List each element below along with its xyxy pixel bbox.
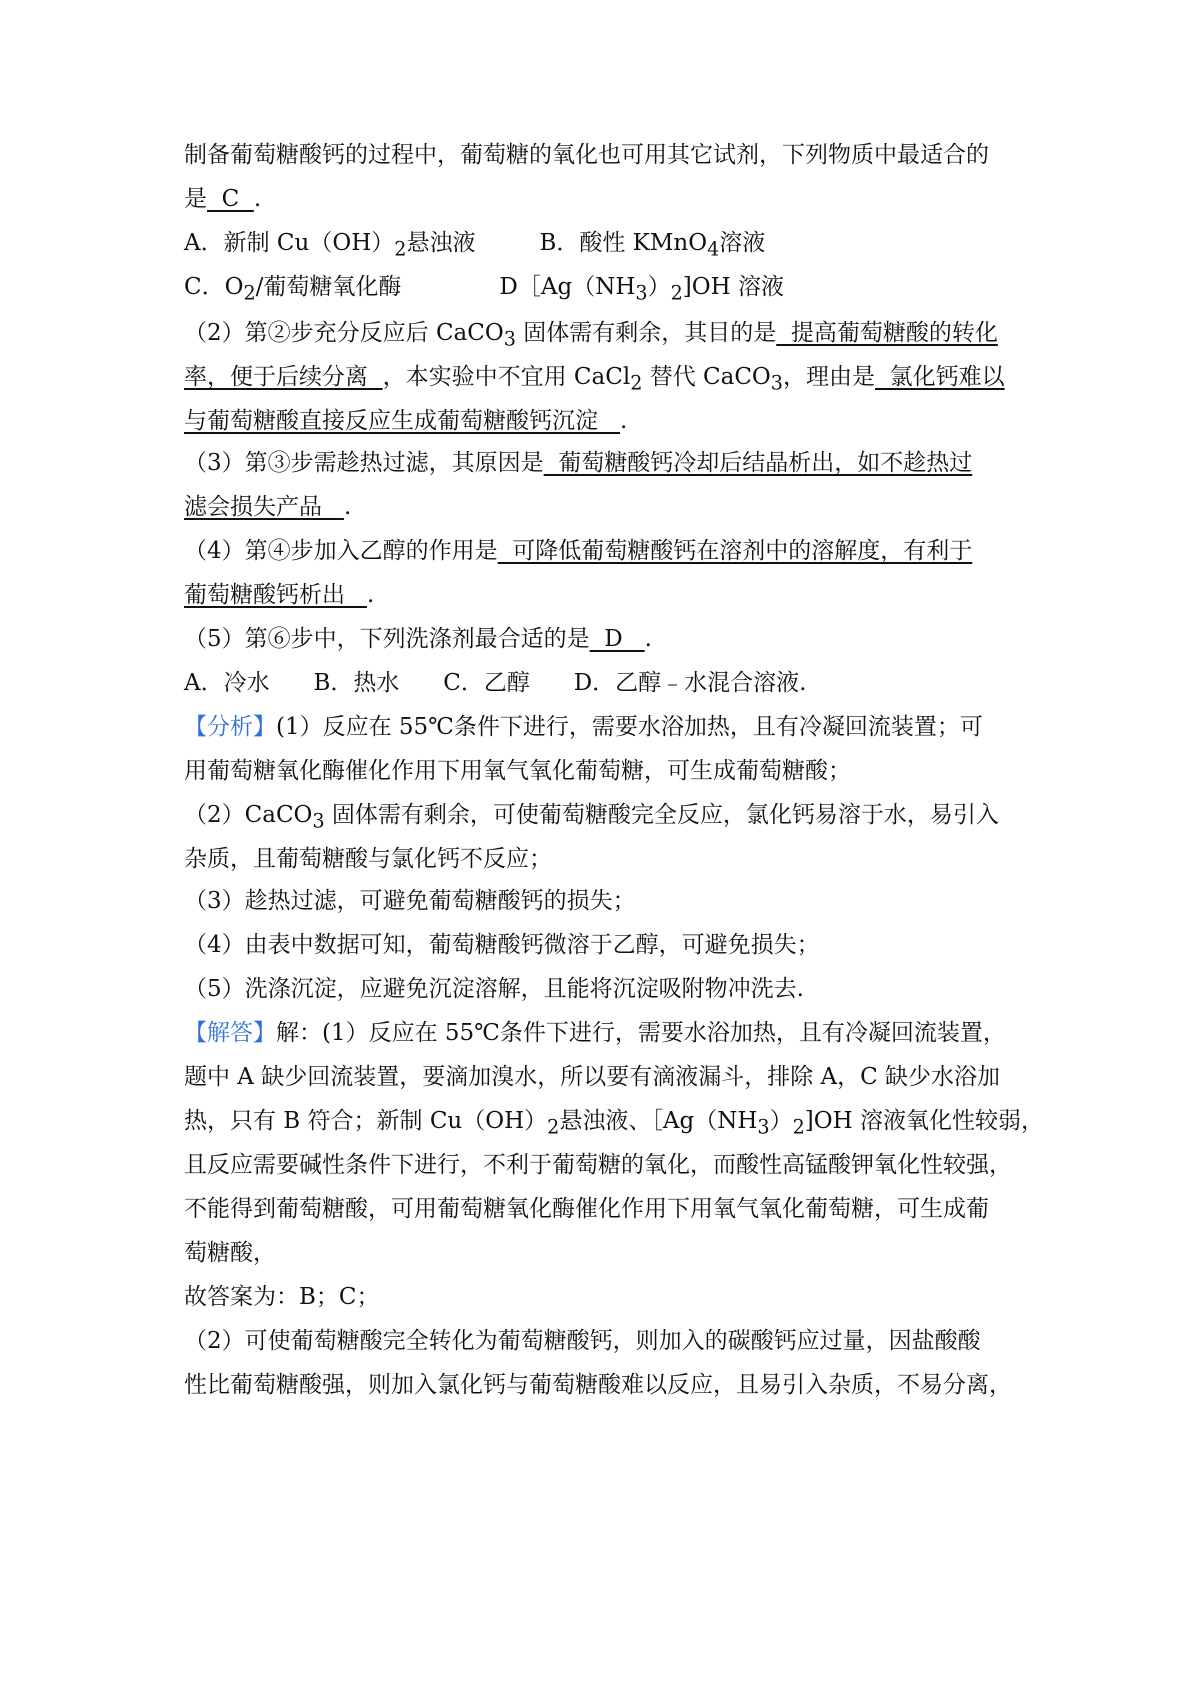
q4-answer-cont: 葡萄糖酸钙析出 [184,582,367,608]
analysis-1-cont: 用葡萄糖氧化酶催化作用下用氧气氧化葡萄糖，可生成葡萄糖酸； [184,758,851,784]
solution-line-2 [184,1062,1034,1092]
solution-line-8 [184,1326,1034,1356]
solution-line-5 [184,1194,1034,1224]
q4-answer: 可降低葡萄糖酸钙在溶剂中的溶解度，有利于 [497,538,973,564]
options-cd-line [184,272,1034,309]
solution-2: 题中 A 缺少回流装置，要滴加溴水，所以要有滴液漏斗，排除 A，C 缺少水浴加 [184,1064,1001,1090]
solution-3-c: ） [769,1108,793,1134]
q2-answer-2-cont: 与葡萄糖酸直接反应生成葡萄糖酸钙沉淀 [184,408,620,434]
analysis-line-1 [184,712,1034,742]
solution-line-9 [184,1370,1034,1400]
q2-text-d: 替代 CaCO [642,364,771,390]
solution-7: 故答案为：B；C； [184,1284,380,1310]
q3-answer-cont: 滤会损失产品 [184,494,344,520]
q3-answer: 葡萄糖酸钙冷却后结晶析出，如不趁热过 [543,450,973,476]
option-d-sub-1: 3 [635,281,648,305]
option-c-sub: 2 [243,281,256,305]
option-d: D［Ag（NH [499,274,636,300]
analysis-2-b: 固体需有剩余，可使葡萄糖酸完全反应，氯化钙易溶于水，易引入 [324,802,999,828]
solution-3: 热，只有 B 符合；新制 Cu（OH） [184,1108,548,1134]
q1-answer: C [207,186,254,212]
option-d-sub-2: 2 [670,281,683,305]
q3-end: . [343,494,352,520]
solution-3-sub-1: 2 [547,1115,560,1139]
q2-text-e: ，理由是 [783,364,875,390]
q4-text: （4）第④步加入乙醇的作用是 [184,538,498,564]
analysis-line-5 [184,886,1034,916]
solution-5: 不能得到葡萄糖酸，可用葡萄糖氧化酶催化作用下用氧气氧化葡萄糖，可生成葡 [184,1196,989,1222]
analysis-4: （4）由表中数据可知，葡萄糖酸钙微溶于乙醇，可避免损失； [184,932,820,958]
analysis-1: (1）反应在 55℃条件下进行，需要水浴加热，且有冷凝回流装置；可 [276,714,983,740]
answer-tag: 【解答】 [184,1020,276,1046]
option-a-end: 悬浊液 [406,230,476,256]
option-b: B．酸性 KMnO [539,230,708,256]
q5-end: . [644,626,652,652]
q2-line-1 [184,318,1034,355]
options-ab-line [184,228,1034,265]
solution-line-1 [184,1018,1034,1048]
solution-6: 萄糖酸， [184,1240,276,1266]
solution-line-4 [184,1150,1034,1180]
q2-line-2 [184,362,1034,399]
option-d-mid: ） [647,274,671,300]
q2-answer-1: 提高葡萄糖酸的转化 [776,320,998,346]
analysis-line-3 [184,800,1034,837]
analysis-line-2 [184,756,1034,786]
q2-sub-3: 3 [770,371,783,395]
q4-line-1 [184,536,1034,566]
q1-line-1 [184,140,1034,170]
q2-sub-2: 2 [630,371,643,395]
analysis-line-7 [184,974,1034,1004]
solution-3-sub-2: 3 [757,1115,770,1139]
q2-sub: 3 [503,327,516,351]
q2-line-3 [184,406,1034,436]
q5-line [184,624,1034,654]
q2-text-b: 固体需有剩余，其目的是 [515,320,777,346]
q3-text: （3）第③步需趁热过滤，其原因是 [184,450,544,476]
q5-text: （5）第⑥步中，下列洗涤剂最合适的是 [184,626,590,652]
solution-line-6 [184,1238,1034,1268]
analysis-tag: 【分析】 [184,714,276,740]
q5-options-text: A．冷水 B．热水 C．乙醇 D．乙醇﹣水混合溶液. [184,670,807,696]
q4-end: . [366,582,375,608]
q5-answer: D [589,626,645,652]
q1-line-2 [184,184,1034,214]
q2-text: （2）第②步充分反应后 CaCO [184,320,504,346]
solution-3-d: ]OH 溶液氧化性较弱， [804,1108,1044,1134]
q3-line-2 [184,492,1034,522]
option-b-end: 溶液 [719,230,766,256]
analysis-2-sub: 3 [312,809,325,833]
option-d-end: ]OH 溶液 [682,274,784,300]
q2-end: . [619,408,628,434]
analysis-5: （5）洗涤沉淀，应避免沉淀溶解，且能将沉淀吸附物冲洗去. [184,976,804,1002]
solution-line-7 [184,1282,1034,1312]
option-a: A．新制 Cu（OH） [184,230,395,256]
q2-answer-2: 氯化钙难以 [875,364,1005,390]
analysis-line-4 [184,844,1034,874]
q3-line-1 [184,448,1034,478]
solution-4: 且反应需要碱性条件下进行，不利于葡萄糖的氧化，而酸性高锰酸钾氧化性较强， [184,1152,1012,1178]
analysis-3: （3）趁热过滤，可避免葡萄糖酸钙的损失； [184,888,636,914]
analysis-line-6 [184,930,1034,960]
q1-end: . [253,186,262,212]
option-a-sub: 2 [394,237,407,261]
q2-text-c: ，本实验中不宜用 CaCl [382,364,631,390]
q4-line-2 [184,580,1034,610]
q5-options [184,668,1034,698]
q2-answer-1-cont: 率，便于后续分离 [184,364,383,390]
solution-3-b: 悬浊液、［Ag（NH [559,1108,758,1134]
solution-1: 解：(1）反应在 55℃条件下进行，需要水浴加热，且有冷凝回流装置， [276,1020,1006,1046]
solution-line-3 [184,1106,1044,1143]
option-c: C．O [184,274,244,300]
solution-8: （2）可使葡萄糖酸完全转化为葡萄糖酸钙，则加入的碳酸钙应过量，因盐酸酸 [184,1328,981,1354]
analysis-2-cont: 杂质，且葡萄糖酸与氯化钙不反应； [184,846,552,872]
analysis-2: （2）CaCO [184,802,313,828]
q1-text-2: 是 [184,186,207,212]
solution-9: 性比葡萄糖酸强，则加入氯化钙与葡萄糖酸难以反应，且易引入杂质，不易分离， [184,1372,1012,1398]
solution-3-sub-3: 2 [792,1115,805,1139]
option-b-sub: 4 [707,237,720,261]
q1-text: 制备葡萄糖酸钙的过程中，葡萄糖的氧化也可用其它试剂，下列物质中最适合的 [184,142,989,168]
option-c-end: /葡萄糖氧化酶 [255,274,402,300]
